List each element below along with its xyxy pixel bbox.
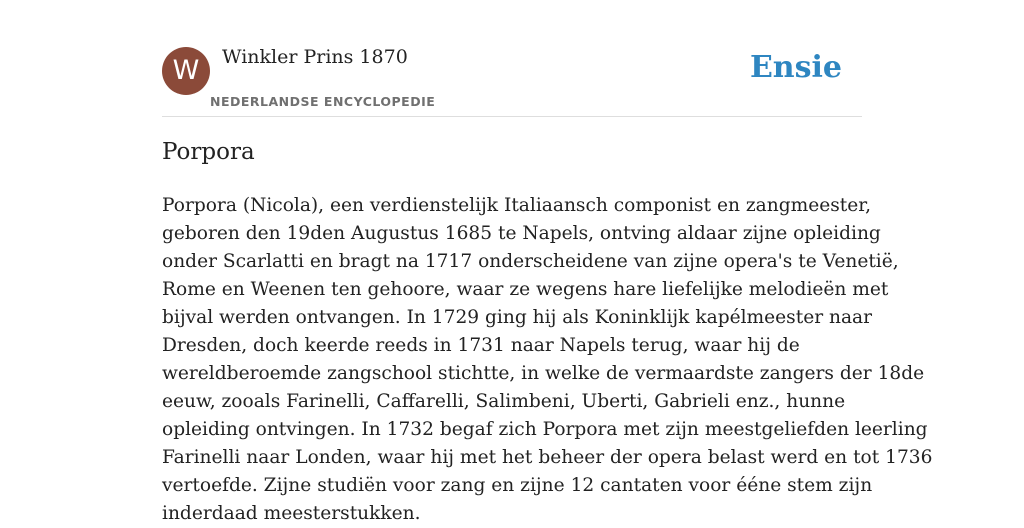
article-line: Rome en Weenen ten gehoore, waar ze wegens hare liefelijke melodieën met — [162, 279, 889, 300]
article-line: bijval werden ontvangen. In 1729 ging hij als Koninklijk kapélmeester naar — [162, 307, 873, 328]
source-header — [162, 0, 862, 117]
article-line: inderdaad meesterstukken. — [162, 503, 421, 524]
article-line: geboren den 19den Augustus 1685 te Napels, ontving aldaar zijne opleiding — [162, 223, 881, 244]
source-subtitle: NEDERLANDSE ENCYCLOPEDIE — [210, 94, 436, 109]
article-line: Farinelli naar Londen, waar hij met het beheer der opera belast werd en tot 1736 — [162, 447, 933, 468]
article-line: Porpora (Nicola), een verdienstelijk Italiaansch componist en zangmeester, — [162, 195, 872, 216]
ensie-logo-link[interactable]: Ensie — [749, 50, 842, 85]
article-line: wereldberoemde zangschool stichtte, in welke de vermaardste zangers der 18de — [162, 363, 925, 384]
article-line: eeuw, zooals Farinelli, Caffarelli, Salimbeni, Uberti, Gabrieli enz., hunne — [162, 391, 846, 412]
article-line: Dresden, doch keerde reeds in 1731 naar Napels terug, waar hij de — [162, 335, 800, 356]
source-avatar[interactable]: W — [162, 47, 210, 95]
article-title: Porpora — [162, 139, 255, 165]
article-line: vertoefde. Zijne studiën voor zang en zijne 12 cantaten voor ééne stem zijn — [162, 475, 873, 496]
article-body — [162, 192, 933, 528]
article-line: onder Scarlatti en bragt na 1717 onderscheidene van zijne opera's te Venetië, — [162, 251, 899, 272]
article-line: opleiding ontvingen. In 1732 begaf zich Porpora met zijn meestgeliefden leerling — [162, 419, 928, 440]
source-title-link[interactable]: Winkler Prins 1870 — [222, 46, 408, 68]
